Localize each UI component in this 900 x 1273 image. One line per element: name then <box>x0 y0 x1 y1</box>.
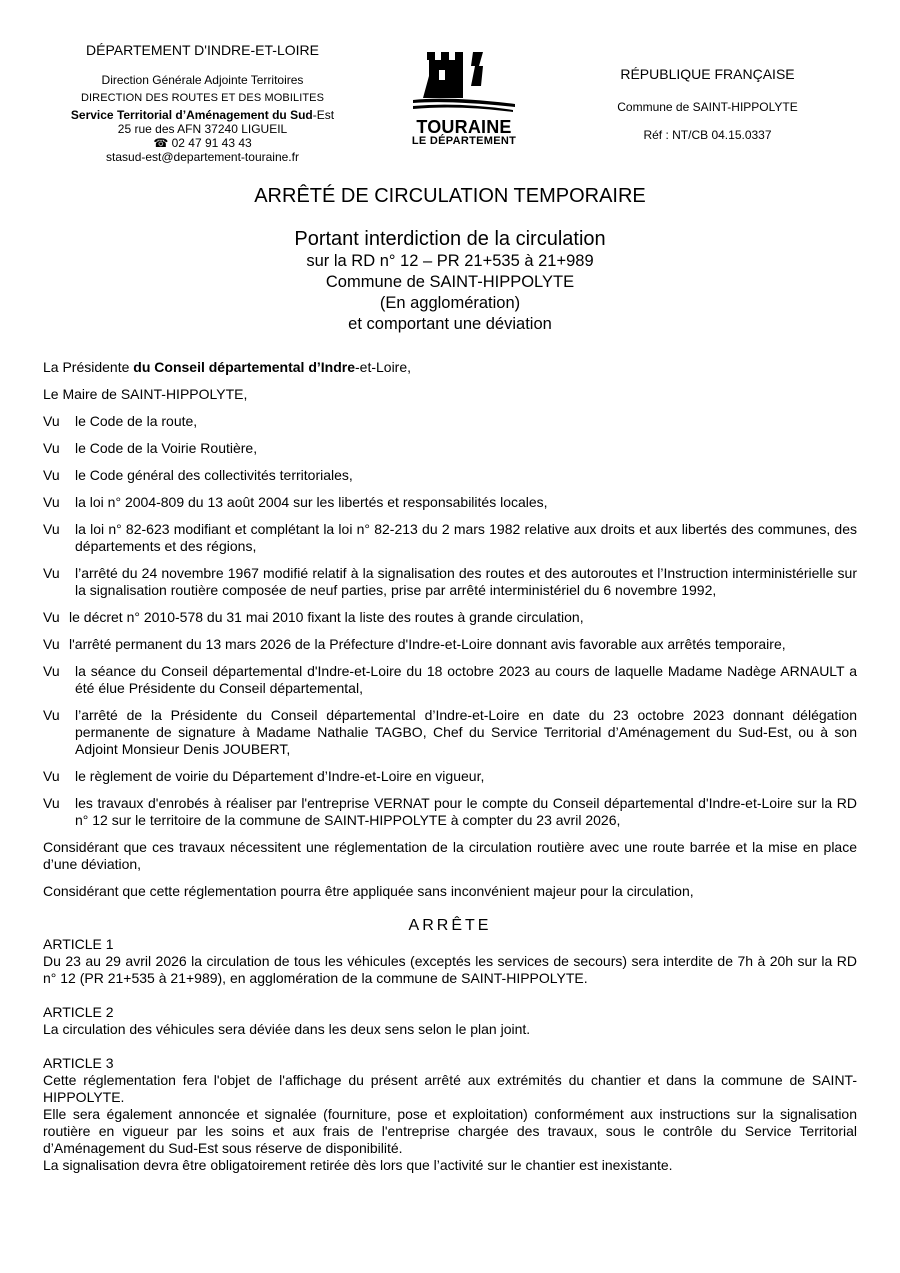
president-text: La Présidente <box>43 359 134 375</box>
article-text: Elle sera également annoncée et signalée (fourniture, pose et exploitation) conformément aux instructions sur la signalisation routière en vigueur par les soins et aux frais de l'entreprise chargée des travaux, sous le contrôle du Service Territorial d’Aménagement du Sud-Est sous réserve de disponibilité. <box>43 1106 857 1156</box>
subtitle-line: sur la RD n° 12 – PR 21+535 à 21+989 <box>306 252 594 270</box>
vu-text: la séance du Conseil départemental d'Indre-et-Loire du 18 octobre 2023 au cours de laquelle Madame Nadège ARNAULT a été élue Présidente du Conseil départemental, <box>75 663 857 696</box>
logo-wordmark: TOURAINE <box>416 117 512 137</box>
vu-item <box>43 440 857 457</box>
service-email: stasud-est@departement-touraine.fr <box>106 150 299 164</box>
vu-text: l’arrêté de la Présidente du Conseil départemental d’Indre-et-Loire en date du 23 octobre 2023 donnant délégation permanente de signature à Madame Nathalie TAGBO, Chef du Service Territorial d’Aménagement du Sud-Est, ou à son Adjoint Monsieur Denis JOUBERT, <box>75 707 857 757</box>
service-name <box>40 108 365 122</box>
article-heading: ARTICLE 1 <box>43 936 114 952</box>
republic-block <box>595 66 820 142</box>
vu-text: le Code de la Voirie Routière, <box>75 440 258 456</box>
president-text-end: -et-Loire, <box>355 359 412 375</box>
vu-item <box>43 494 857 511</box>
vu-item <box>43 795 857 829</box>
arrete-heading: ARRÊTE <box>408 917 492 934</box>
subtitle-line: (En agglomération) <box>379 294 521 312</box>
article-text: La circulation des véhicules sera déviée dans les deux sens selon le plan joint. <box>43 1021 531 1037</box>
vu-text: le décret n° 2010-578 du 31 mai 2010 fixant la liste des routes à grande circulation, <box>69 609 584 625</box>
considerant-paragraph: Considérant que ces travaux nécessitent une réglementation de la circulation routière avec une route barrée et la mise en place d’une déviation, <box>43 839 857 872</box>
vu-item <box>43 663 857 697</box>
vu-label: Vu <box>43 521 60 537</box>
vu-label: Vu <box>43 440 60 456</box>
vu-label: Vu <box>43 768 60 784</box>
article-text: Cette réglementation fera l'objet de l'affichage du présent arrêté aux extrémités du chantier et dans la commune de SAINT-HIPPOLYTE. <box>43 1072 857 1105</box>
document-body <box>43 359 857 1174</box>
vu-item <box>43 521 857 555</box>
vu-item <box>43 467 857 484</box>
service-address: 25 rue des AFN 37240 LIGUEIL <box>117 122 288 136</box>
vu-label: Vu <box>43 636 60 652</box>
vu-text: la loi n° 82-623 modifiant et complétant la loi n° 82-213 du 2 mars 1982 relative aux droits et aux libertés des communes, des départements et des régions, <box>75 521 857 554</box>
vu-text: l'arrêté permanent du 13 mars 2026 de la Préfecture d'Indre-et-Loire donnant avis favorable aux arrêtés temporaire, <box>69 636 786 652</box>
vu-text: les travaux d'enrobés à réaliser par l'entreprise VERNAT pour le compte du Conseil départemental d'Indre-et-Loire sur la RD n° 12 sur le territoire de la commune de SAINT-HIPPOLYTE à compter du 23 avril 2026, <box>75 795 857 828</box>
service-name-rest: -Est <box>312 108 335 122</box>
vu-label: Vu <box>43 707 60 723</box>
vu-item <box>43 565 857 599</box>
subtitle-line: Portant interdiction de la circulation <box>294 228 606 250</box>
vu-label: Vu <box>43 663 60 679</box>
issuer-block <box>40 42 365 164</box>
republic-label: RÉPUBLIQUE FRANÇAISE <box>620 66 795 82</box>
vu-item <box>43 413 857 430</box>
article-text: La signalisation devra être obligatoirement retirée dès lors que l’activité sur le chantier est inexistante. <box>43 1157 673 1173</box>
vu-text: l’arrêté du 24 novembre 1967 modifié relatif à la signalisation des routes et des autoroutes et l’Instruction interministérielle sur la signalisation routière composée de neuf parties, prise par arrêté interministériel du 6 novembre 1992, <box>75 565 857 598</box>
vu-item <box>43 768 857 785</box>
vu-label: Vu <box>43 413 60 429</box>
commune-label: Commune de SAINT-HIPPOLYTE <box>617 100 798 114</box>
document-title: ARRÊTÉ DE CIRCULATION TEMPORAIRE <box>254 185 646 207</box>
vu-label: Vu <box>43 795 60 811</box>
president-line <box>43 359 857 376</box>
service-name-bold: Service Territorial d’Aménagement du Sud <box>70 108 313 122</box>
logo-subtitle: LE DÉPARTEMENT <box>411 135 517 147</box>
vu-text: la loi n° 2004-809 du 13 août 2004 sur les libertés et responsabilités locales, <box>75 494 548 510</box>
vu-label: Vu <box>43 494 60 510</box>
article-text: Du 23 au 29 avril 2026 la circulation de tous les véhicules (exceptés les services de secours) sera interdite de 7h à 20h sur la RD n° 12 (PR 21+535 à 21+989), en agglomération de la commune de SAINT-HIPPOLYTE. <box>43 953 857 986</box>
vu-item <box>43 707 857 758</box>
article-heading: ARTICLE 2 <box>43 1004 114 1020</box>
vu-item <box>43 609 857 626</box>
vu-text: le règlement de voirie du Département d’Indre-et-Loire en vigueur, <box>75 768 485 784</box>
mayor-line: Le Maire de SAINT-HIPPOLYTE, <box>43 386 248 402</box>
vu-label: Vu <box>43 467 60 483</box>
direction-routes: DIRECTION DES ROUTES ET DES MOBILITES <box>80 92 325 104</box>
vu-item <box>43 636 857 653</box>
considerant-paragraph: Considérant que cette réglementation pourra être appliquée sans inconvénient majeur pour la circulation, <box>43 883 694 899</box>
vu-text: le Code de la route, <box>75 413 198 429</box>
tower-logo-icon <box>409 46 519 118</box>
document-subtitle <box>0 227 900 335</box>
subtitle-line: et comportant une déviation <box>348 315 552 333</box>
vu-label: Vu <box>43 565 60 581</box>
vu-text: le Code général des collectivités territoriales, <box>75 467 353 483</box>
touraine-logo <box>405 46 523 156</box>
direction-general: Direction Générale Adjointe Territoires <box>101 73 304 87</box>
article-heading: ARTICLE 3 <box>43 1055 114 1071</box>
reference-label: Réf : NT/CB 04.15.0337 <box>643 128 772 142</box>
subtitle-line: Commune de SAINT-HIPPOLYTE <box>325 273 575 291</box>
council-name: du Conseil départemental d’Indre <box>133 359 355 375</box>
department-name: DÉPARTEMENT D'INDRE-ET-LOIRE <box>86 42 319 58</box>
service-phone: ☎ 02 47 91 43 43 <box>153 136 252 150</box>
vu-label: Vu <box>43 609 60 625</box>
